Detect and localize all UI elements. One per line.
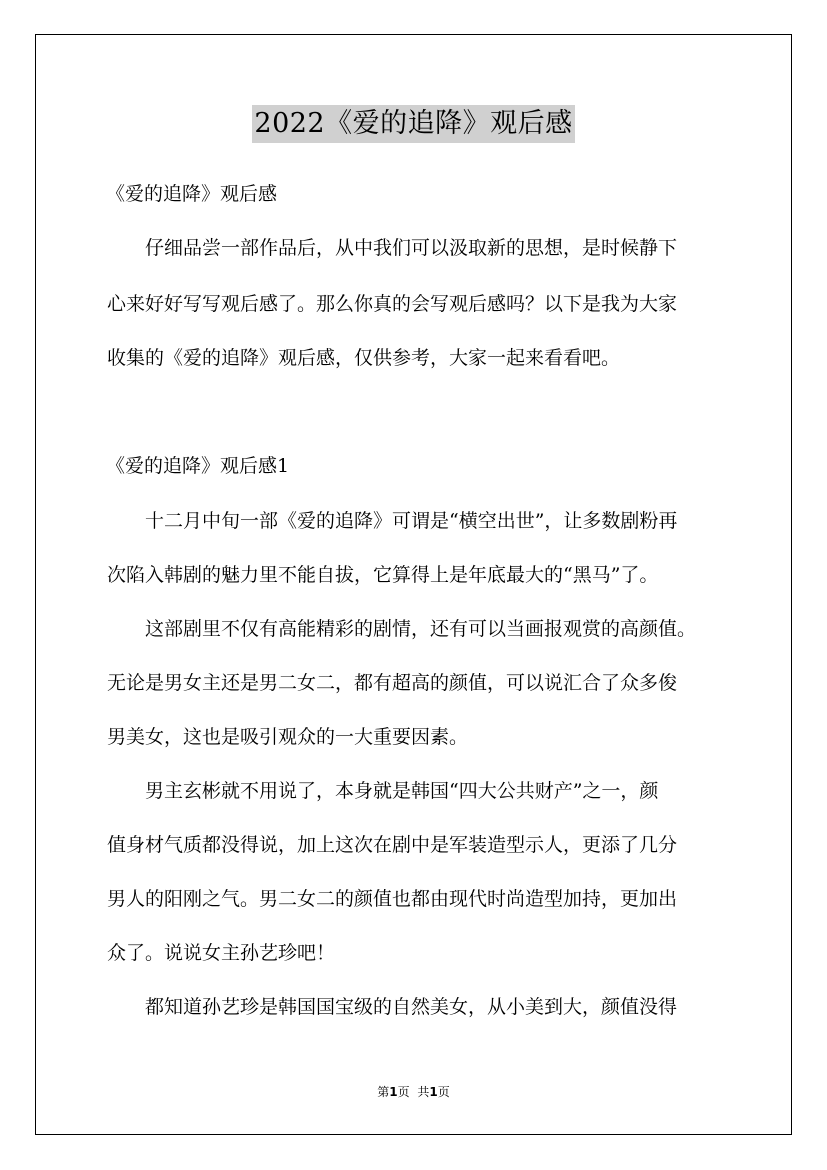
body-line: 十二月中旬一部《爱的追降》可谓是“横空出世”，让多数剧粉再 bbox=[145, 510, 678, 532]
section-heading: 《爱的追降》观后感1 bbox=[106, 455, 290, 477]
body-line: 男人的阳刚之气。男二女二的颜值也都由现代时尚造型加持，更加出 bbox=[107, 888, 678, 910]
intro-line: 收集的《爱的追降》观后感，仅供参考，大家一起来看看吧。 bbox=[107, 347, 621, 369]
body-line: 次陷入韩剧的魅力里不能自拔，它算得上是年底最大的“黑马”了。 bbox=[107, 564, 659, 586]
intro-line: 仔细品尝一部作品后，从中我们可以汲取新的思想，是时候静下 bbox=[145, 237, 678, 259]
document-page bbox=[35, 34, 792, 1135]
body-line: 男美女，这也是吸引观众的一大重要因素。 bbox=[107, 726, 469, 748]
footer-total-suffix: 页 bbox=[437, 1085, 450, 1099]
title-wrap bbox=[36, 105, 791, 143]
page-footer bbox=[36, 1083, 791, 1100]
document-subtitle: 《爱的追降》观后感 bbox=[106, 183, 278, 205]
body-line: 男主玄彬就不用说了，本身就是韩国“四大公共财产”之一，颜 bbox=[145, 780, 659, 802]
body-line: 值身材气质都没得说，加上这次在剧中是军装造型示人，更添了几分 bbox=[107, 834, 678, 856]
document-title: 2022《爱的追降》观后感 bbox=[252, 105, 574, 143]
footer-total-pages: 1 bbox=[429, 1085, 438, 1099]
intro-line: 心来好好写写观后感了。那么你真的会写观后感吗？以下是我为大家 bbox=[107, 293, 678, 315]
body-line: 众了。说说女主孙艺珍吧！ bbox=[107, 942, 336, 964]
body-line: 都知道孙艺珍是韩国国宝级的自然美女，从小美到大，颜值没得 bbox=[145, 996, 678, 1018]
footer-page-suffix: 页 bbox=[397, 1085, 410, 1099]
footer-prefix: 第 bbox=[377, 1085, 390, 1099]
footer-total-prefix: 共 bbox=[417, 1085, 430, 1099]
body-line: 这部剧里不仅有高能精彩的剧情，还有可以当画报观赏的高颜值。 bbox=[145, 618, 697, 640]
body-line: 无论是男女主还是男二女二，都有超高的颜值，可以说汇合了众多俊 bbox=[107, 672, 678, 694]
footer-page-number: 1 bbox=[389, 1085, 398, 1099]
